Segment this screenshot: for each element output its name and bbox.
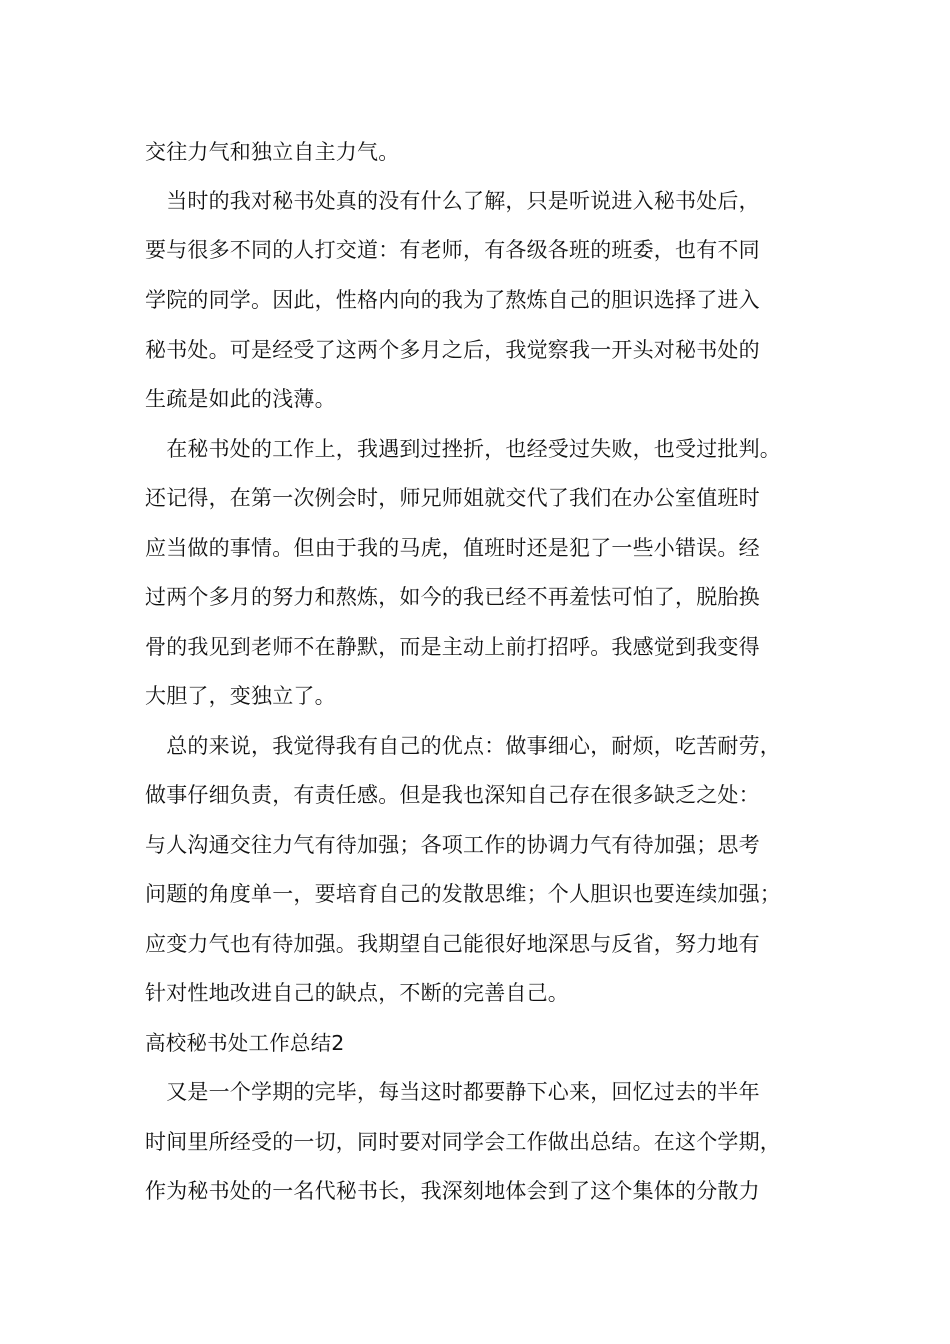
body-text-line: 问题的角度单一，要培育自己的发散思维；个人胆识也要连续加强； — [145, 882, 781, 906]
body-text-line: 要与很多不同的人打交道：有老师，有各级各班的班委，也有不同 — [145, 238, 760, 262]
body-text-line: 过两个多月的努力和熬炼，如今的我已经不再羞怯可怕了，脱胎换 — [145, 585, 760, 609]
section-heading: 高校秘书处工作总结2 — [145, 1031, 345, 1055]
body-text-line: 与人沟通交往力气有待加强；各项工作的协调力气有待加强；思考 — [145, 833, 760, 857]
body-text-line: 骨的我见到老师不在静默，而是主动上前打招呼。我感觉到我变得 — [145, 635, 760, 659]
body-text-line: 在秘书处的工作上，我遇到过挫折，也经受过失败，也受过批判。 — [145, 437, 781, 461]
body-text-line: 秘书处。可是经受了这两个多月之后，我觉察我一开头对秘书处的 — [145, 338, 760, 362]
body-text-line: 生疏是如此的浅薄。 — [145, 387, 336, 411]
body-text-line: 大胆了，变独立了。 — [145, 684, 336, 708]
body-text-line: 还记得，在第一次例会时，师兄师姐就交代了我们在办公室值班时 — [145, 486, 760, 510]
body-text-line: 交往力气和独立自主力气。 — [145, 140, 400, 164]
body-text-line: 总的来说，我觉得我有自己的优点：做事细心，耐烦，吃苦耐劳， — [145, 734, 781, 758]
body-text-line: 做事仔细负责，有责任感。但是我也深知自己存在很多缺乏之处： — [145, 783, 760, 807]
body-text-line: 时间里所经受的一切，同时要对同学会工作做出总结。在这个学期， — [145, 1130, 781, 1154]
body-text-line: 应当做的事情。但由于我的马虎，值班时还是犯了一些小错误。经 — [145, 536, 760, 560]
body-text-line: 作为秘书处的一名代秘书长，我深刻地体会到了这个集体的分散力 — [145, 1179, 760, 1203]
body-text-line: 学院的同学。因此，性格内向的我为了熬炼自己的胆识选择了进入 — [145, 288, 760, 312]
body-text-line: 应变力气也有待加强。我期望自己能很好地深思与反省，努力地有 — [145, 932, 760, 956]
body-text-line: 当时的我对秘书处真的没有什么了解，只是听说进入秘书处后， — [145, 189, 760, 213]
body-text-line: 又是一个学期的完毕，每当这时都要静下心来，回忆过去的半年 — [145, 1080, 760, 1104]
body-text-line: 针对性地改进自己的缺点，不断的完善自己。 — [145, 981, 569, 1005]
